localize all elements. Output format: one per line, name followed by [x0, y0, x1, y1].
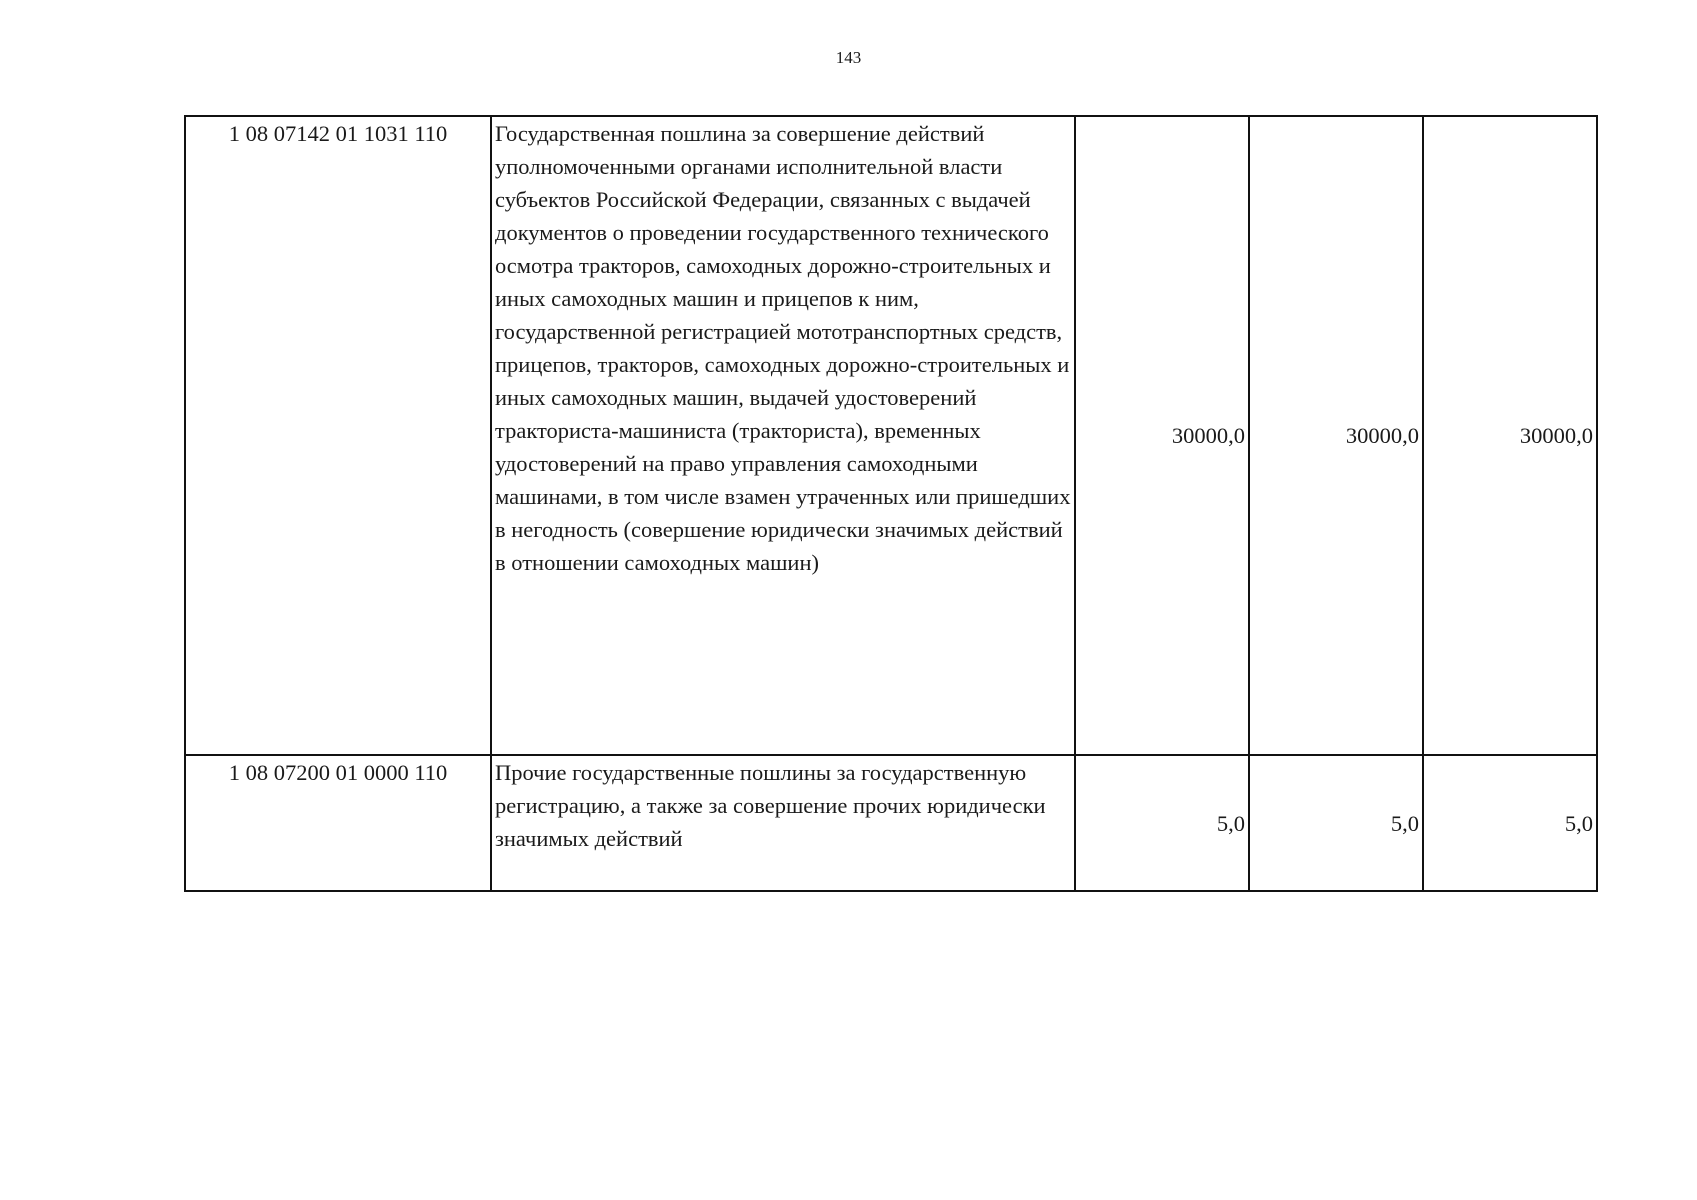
revenue-table [184, 115, 1598, 892]
amount-cell-year-2: 30000,0 [1249, 116, 1423, 755]
amount-cell-year-3: 30000,0 [1423, 116, 1597, 755]
table-row [185, 116, 1597, 755]
revenue-name-cell: Государственная пошлина за совершение действий уполномоченными органами исполнительной власти субъектов Российской Федерации, связанных с выдачей документов о проведении государственного технического осмотра тракторов, самоходных дорожно-строительных и иных самоходных машин и прицепов к ним, государственной регистрацией мототранспортных средств, прицепов, тракторов, самоходных дорожно-строительных и иных самоходных машин, выдачей удостоверений тракториста-машиниста (тракториста), временных удостоверений на право управления самоходными машинами, в том числе взамен утраченных или пришедших в негодность (совершение юридически значимых действий в отношении самоходных машин) [491, 116, 1075, 755]
budget-code-cell: 1 08 07200 01 0000 110 [185, 755, 491, 891]
revenue-name-cell: Прочие государственные пошлины за государственную регистрацию, а также за совершение прочих юридически значимых действий [491, 755, 1075, 891]
amount-cell-year-3: 5,0 [1423, 755, 1597, 891]
budget-code-cell: 1 08 07142 01 1031 110 [185, 116, 491, 755]
table-row [185, 755, 1597, 891]
page-number: 143 [835, 48, 862, 67]
amount-cell-year-2: 5,0 [1249, 755, 1423, 891]
amount-cell-year-1: 30000,0 [1075, 116, 1249, 755]
amount-cell-year-1: 5,0 [1075, 755, 1249, 891]
